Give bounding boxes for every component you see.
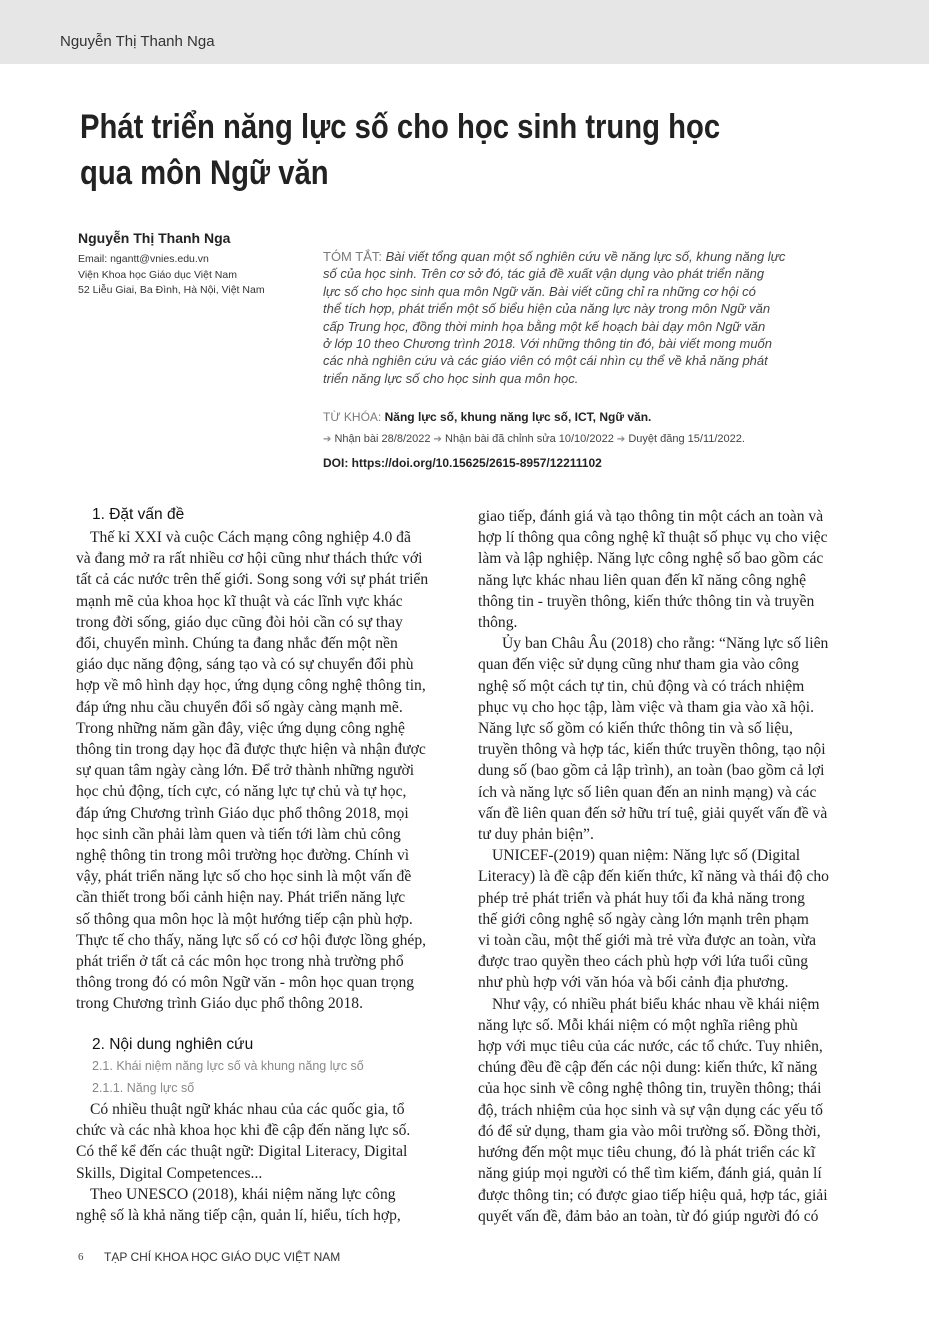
body-line: ích và năng lực số liên quan đến an ninh mạng) và các (478, 783, 817, 801)
abstract-line: các nhà nghiên cứu và các giáo viên có một cái nhìn cụ thể về khả năng phát (323, 353, 768, 369)
body-line: quyết vấn đề, đảm bảo an toàn, từ đó giúp người đó có (478, 1207, 819, 1225)
body-line: học sinh cần phải làm quen và tiến tới làm chủ công (76, 825, 401, 843)
body-line: số thông qua môn học là một hướng tiếp cận phù hợp. (76, 910, 413, 928)
subsection-heading-2-1-1: 2.1.1. Năng lực số (92, 1081, 195, 1095)
body-line: vậy, phát triển năng lực số cho học sinh là một vấn đề (76, 868, 412, 886)
abstract-line: cấp Trung học, đồng thời minh họa bằng một kế hoạch bài dạy môn Ngữ văn (323, 318, 766, 334)
keywords-label: TỪ KHÓA: (323, 410, 382, 424)
body-line: năng giúp mọi người có thể tìm kiếm, đánh giá, quản lí (478, 1165, 822, 1183)
body-line: hướng đến một mục tiêu chung, đó là phát triển các kĩ (478, 1144, 816, 1162)
body-line: làm và lập nghiệp. Năng lực công nghệ số bao gồm các (478, 550, 824, 568)
body-line: đó để sử dụng, tham gia vào môi trường số. Đồng thời, (478, 1122, 821, 1140)
abstract-line: triển năng lực số cho học sinh qua môn học. (323, 370, 579, 386)
article-title-line-2: qua môn Ngữ văn (80, 154, 329, 192)
body-line: đổi, chuyển mình. Chúng ta đang nhắc đến một nền (76, 635, 398, 653)
abstract-line: lực số cho học sinh qua môn Ngữ văn. Bài viết cũng chỉ ra những cơ hội có (323, 283, 756, 299)
date-accepted: Duyệt đăng 15/11/2022. (628, 433, 745, 445)
body-column-right (478, 506, 862, 1227)
subsection-heading-2-1: 2.1. Khái niệm năng lực số và khung năng lực số (92, 1059, 364, 1073)
body-line: nghệ thông tin trong môi trường học đường. Chính vì (76, 847, 410, 865)
date-revised: Nhận bài đã chỉnh sửa 10/10/2022 (445, 433, 614, 445)
date-received: Nhận bài 28/8/2022 (334, 433, 431, 445)
body-line: Trong những năm gần đây, việc ứng dụng công nghệ (76, 719, 405, 737)
body-line: trong Chương trình Giáo dục phổ thông 2018. (76, 995, 363, 1013)
body-line: quan đến việc sử dụng cũng như tham gia vào công (478, 656, 799, 674)
body-line: cần thiết trong bối cảnh hiện nay. Phát triển năng lực (76, 889, 406, 907)
body-line: truyền thông và hợp tác, kiến thức truyền thông, tạo nội (478, 741, 826, 759)
body-line: Theo UNESCO (2018), khái niệm năng lực công (90, 1185, 396, 1203)
body-line: giao tiếp, đánh giá và tạo thông tin một cách an toàn và (478, 508, 824, 525)
author-institution: Viện Khoa học Giáo dục Việt Nam (78, 268, 237, 281)
running-header (0, 0, 929, 64)
abstract-line: thể tích hợp, phát triển một số biểu hiện của năng lực này trong môn Ngữ văn (323, 301, 771, 317)
article-title-line-1: Phát triển năng lực số cho học sinh trung học (80, 108, 721, 146)
body-line: như phù hợp với văn hóa và bối cảnh địa phương. (478, 974, 789, 992)
body-line: được thông tin; có được giao tiếp hiệu quả, hợp tác, giải (478, 1186, 828, 1204)
abstract-text: Bài viết tổng quan một số nghiên cứu về năng lực số, khung năng lực (385, 249, 786, 264)
article-dates (323, 433, 745, 445)
abstract-line: số của học sinh. Trên cơ sở đó, tác giả đề xuất vận dụng vào phát triển năng (323, 266, 765, 282)
body-line: học chủ động, tích cực, có năng lực tự chủ và tự học, (76, 783, 407, 801)
body-line: đáp ứng Chương trình Giáo dục phổ thông 2018, mọi (76, 804, 409, 822)
abstract-line: ở lớp 10 theo Chương trình 2018. Với những thông tin đó, bài viết mong muốn (323, 336, 773, 352)
page-number: 6 (78, 1251, 84, 1263)
body-column-left-1 (76, 527, 460, 1015)
body-line: vấn đề liên quan đến sở hữu trí tuệ, giải quyết vấn đề và (478, 804, 828, 822)
body-line: tất cả các nước trên thế giới. Song song với sự phát triển (76, 571, 429, 589)
abstract-line (323, 248, 863, 265)
keywords (323, 410, 651, 424)
body-line: Như vậy, có nhiều phát biểu khác nhau về khái niệm (492, 995, 820, 1013)
author-email: Email: ngantt@vnies.edu.vn (78, 253, 209, 265)
body-line: chúng đều đề cập đến các nội dung: kiến thức, kĩ năng (478, 1059, 818, 1077)
body-line: giáo dục năng động, sáng tạo và có sự chuyển đổi phù (76, 656, 414, 674)
body-line: thông tin trong dạy học đã được thực hiện và nhận được (76, 741, 426, 759)
body-line: thế giới công nghệ số ngày càng lớn mạnh trên phạm (478, 910, 809, 928)
body-line: Có nhiều thuật ngữ khác nhau của các quốc gia, tổ (90, 1101, 405, 1118)
abstract-label: TÓM TẮT: (323, 249, 382, 264)
body-line: Thế kỉ XXI và cuộc Cách mạng công nghiệp 4.0 đã (90, 529, 411, 546)
body-line: thông. (478, 614, 518, 632)
body-line: của học sinh về công nghệ thông tin, truyền thông; thái (478, 1080, 822, 1098)
body-line: mạnh mẽ của khoa học kĩ thuật và các lĩnh vực khác (76, 592, 403, 610)
body-line: Skills, Digital Competences... (76, 1164, 263, 1182)
body-line: Ủy ban Châu Âu (2018) cho rằng: “Năng lực số liên (502, 635, 829, 653)
body-line: độ, trách nhiệm của học sinh và sự vận dụng các yếu tố (478, 1101, 823, 1119)
body-line: nghệ số là khả năng tiếp cận, quản lí, hiểu, tích hợp, (76, 1207, 401, 1225)
body-line: nghệ số một cách tự tin, chủ động và có trách nhiệm (478, 677, 805, 695)
arrow-right-icon: ➔ (616, 434, 626, 445)
author-name: Nguyễn Thị Thanh Nga (78, 230, 231, 246)
body-line: dung số (bao gồm cả lập trình), an toàn (bao gồm cả lợi (478, 762, 825, 780)
body-line: phép trẻ phát triển và phát huy tối đa khả năng trong (478, 889, 805, 907)
arrow-right-icon: ➔ (433, 434, 442, 445)
body-line: phát triển ở tất cả các môn học trong nhà trường phổ (76, 953, 404, 971)
body-line: năng lực khác nhau liên quan đến kĩ năng công nghệ (478, 571, 807, 589)
body-line: UNICEF-(2019) quan niệm: Năng lực số (Digital (492, 847, 801, 865)
body-line: Có thể kể đến các thuật ngữ: Digital Literacy, Digital (76, 1143, 408, 1161)
body-line: hợp với mục tiêu của các nước, các tổ chức. Tuy nhiên, (478, 1038, 823, 1056)
author-address: 52 Liễu Giai, Ba Đình, Hà Nội, Việt Nam (78, 284, 265, 296)
running-header-author: Nguyễn Thị Thanh Nga (60, 33, 215, 50)
abstract (323, 248, 863, 387)
body-line: đáp ứng nhu cầu chuyển đổi số ngày càng mạnh mẽ. (76, 698, 403, 716)
body-line: thông tin - truyền thông, kiến thức thông tin và truyền (478, 592, 815, 610)
body-line: Thực tế cho thấy, năng lực số có cơ hội được lồng ghép, (76, 931, 427, 949)
body-line: phục vụ cho học tập, làm việc và tham gia vào xã hội. (478, 698, 815, 716)
section-heading-2: 2. Nội dung nghiên cứu (92, 1036, 254, 1053)
body-line: Năng lực số gồm có kiến thức thông tin và số liệu, (478, 720, 793, 738)
body-line: và đang mở ra rất nhiều cơ hội cũng như thách thức với (76, 550, 423, 568)
author-affiliation (78, 252, 265, 299)
keywords-text: Năng lực số, khung năng lực số, ICT, Ngữ văn. (384, 410, 652, 424)
article-title (80, 104, 751, 196)
body-line: sự quan tâm ngày càng lớn. Để trở thành những người (76, 762, 415, 780)
body-column-left-2 (76, 1099, 460, 1226)
body-line: thông trong đó có môn Ngữ văn - môn học quan trọng (76, 974, 415, 992)
arrow-right-icon: ➔ (323, 434, 332, 445)
body-line: năng lực số. Mỗi khái niệm có một nghĩa riêng phù (478, 1016, 798, 1034)
doi-link[interactable]: DOI: https://doi.org/10.15625/2615-8957/12211102 (323, 456, 602, 470)
body-line: được trao quyền theo cách phù hợp với lứa tuổi cũng (478, 953, 809, 971)
body-line: hợp về mô hình dạy học, ứng dụng công nghệ thông tin, (76, 677, 426, 695)
body-line: vi toàn cầu, một thế giới mà trẻ vừa được an toàn, vừa (478, 932, 817, 950)
body-line: Literacy) là đề cập đến kiến thức, kĩ năng và thái độ cho (478, 868, 829, 886)
body-line: tư duy phản biện”. (478, 826, 594, 844)
body-line: trong đời sống, giáo dục cũng đòi hỏi cần có sự thay (76, 613, 403, 631)
journal-name: TẠP CHÍ KHOA HỌC GIÁO DỤC VIỆT NAM (104, 1250, 341, 1264)
body-line: hợp lí thông qua công nghệ kĩ thuật số phục vụ cho việc (478, 529, 828, 547)
body-line: chức và các nhà khoa học khi đề cập đến năng lực số. (76, 1122, 411, 1140)
section-heading-1: 1. Đặt vấn đề (92, 506, 185, 523)
